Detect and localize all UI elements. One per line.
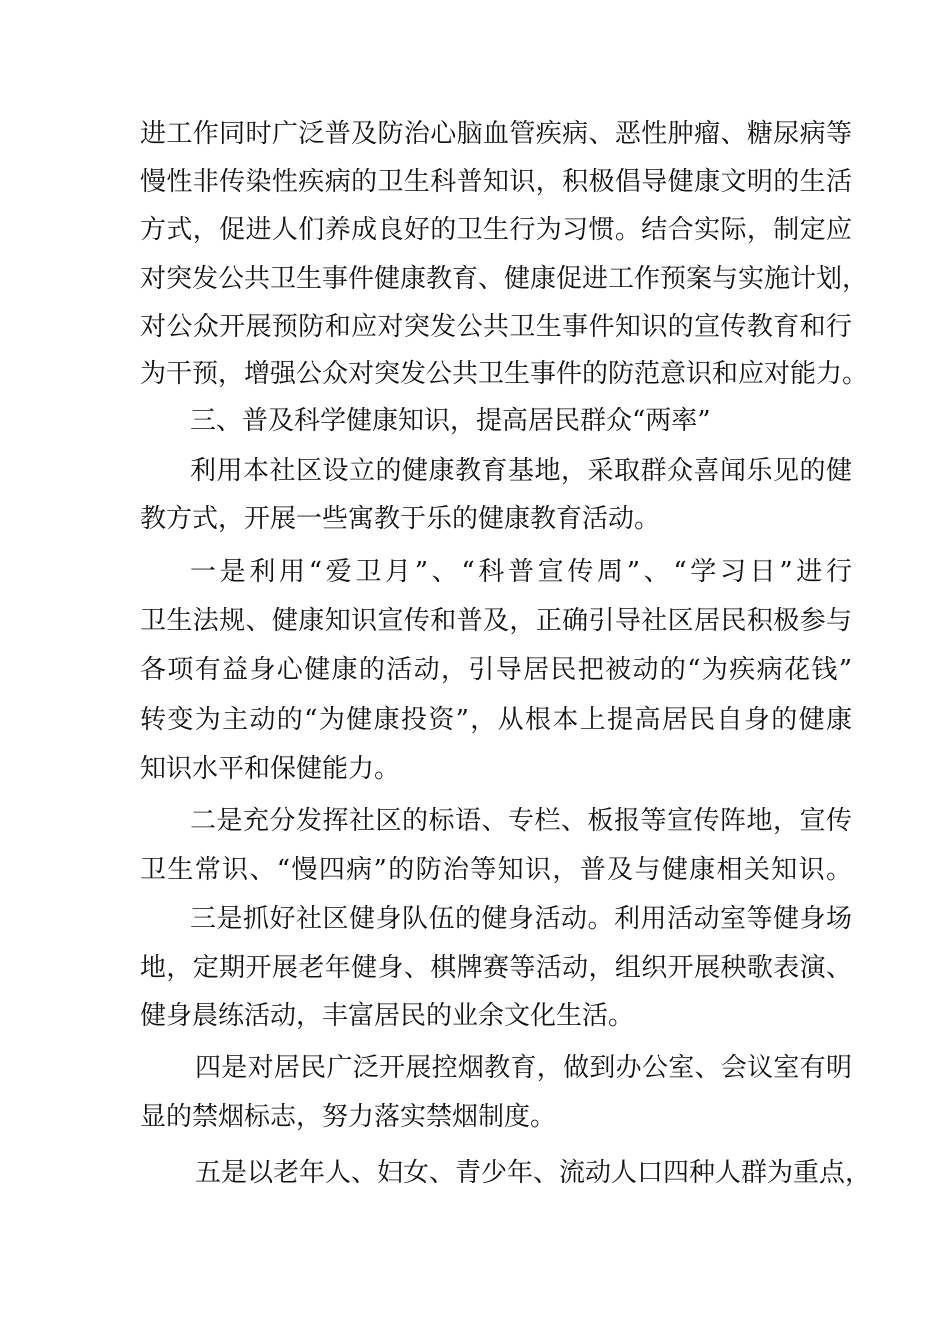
text-line: 二是充分发挥社区的标语、专栏、板报等宣传阵地，宣传	[190, 806, 852, 836]
text-line: 进工作同时广泛普及防治心脑血管疾病、恶性肿瘤、糖尿病等	[140, 119, 852, 149]
text-line: 方式，促进人们养成良好的卫生行为习惯。结合实际，制定应	[140, 215, 852, 245]
text-line: 各项有益身心健康的活动，引导居民把被动的“为疾病花钱”	[140, 655, 852, 685]
text-line: 地，定期开展老年健身、棋牌赛等活动，组织开展秧歌表演、	[140, 953, 852, 983]
text-line: 转变为主动的“为健康投资”，从根本上提高居民自身的健康	[140, 705, 852, 735]
section-heading: 三、普及科学健康知识，提高居民群众“两率”	[190, 406, 711, 436]
text-line: 健身晨练活动，丰富居民的业余文化生活。	[140, 1001, 635, 1031]
text-line: 四是对居民广泛开展控烟教育，做到办公室、会议室有明	[195, 1053, 852, 1083]
text-line: 教方式，开展一些寓教于乐的健康教育活动。	[140, 504, 661, 534]
text-line: 一是利用“爱卫月”、“科普宣传周”、“学习日”进行	[190, 557, 852, 587]
text-line: 五是以老年人、妇女、青少年、流动人口四种人群为重点，	[195, 1158, 872, 1188]
text-line: 慢性非传染性疾病的卫生科普知识，积极倡导健康文明的生活	[140, 167, 852, 197]
text-line: 显的禁烟标志，努力落实禁烟制度。	[140, 1102, 557, 1132]
text-line: 对公众开展预防和应对突发公共卫生事件知识的宣传教育和行	[140, 312, 852, 342]
text-line: 卫生法规、健康知识宣传和普及，正确引导社区居民积极参与	[140, 606, 852, 636]
text-line: 知识水平和保健能力。	[140, 754, 401, 784]
text-line: 利用本社区设立的健康教育基地，采取群众喜闻乐见的健	[190, 456, 852, 486]
text-line: 为干预，增强公众对突发公共卫生事件的防范意识和应对能力。	[140, 359, 869, 389]
text-line: 三是抓好社区健身队伍的健身活动。利用活动室等健身场	[190, 904, 852, 934]
text-line: 卫生常识、“慢四病”的防治等知识，普及与健康相关知识。	[140, 855, 852, 885]
text-line: 对突发公共卫生事件健康教育、健康促进工作预案与实施计划，	[140, 264, 869, 294]
